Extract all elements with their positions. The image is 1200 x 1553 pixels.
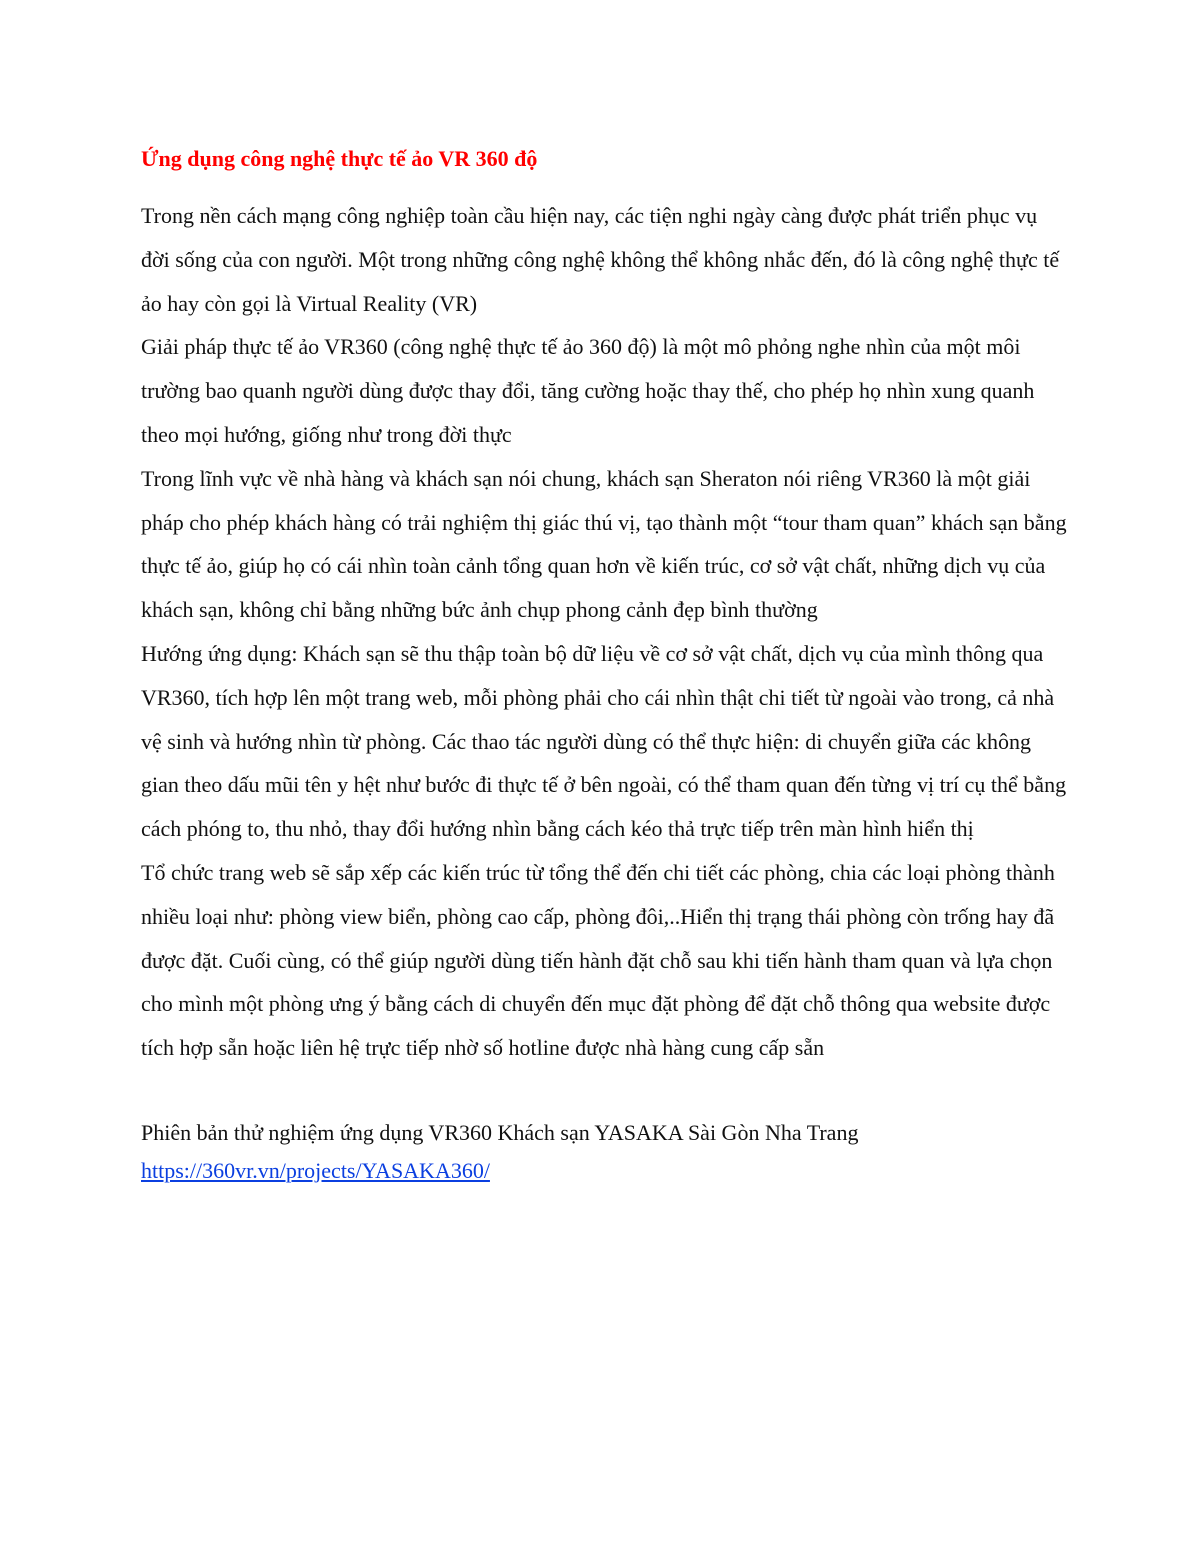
demo-link[interactable]: https://360vr.vn/projects/YASAKA360/ (141, 1157, 490, 1183)
paragraph-application-direction: Hướng ứng dụng: Khách sạn sẽ thu thập toàn bộ dữ liệu về cơ sở vật chất, dịch vụ của mình thông qua VR360, tích hợp lên một trang web, mỗi phòng phải cho cái nhìn thật chi tiết từ ngoài vào trong, cả nhà vệ sinh và hướng nhìn từ phòng. Các thao tác người dùng có thể thực hiện: di chuyển giữa các không gian theo dấu mũi tên y hệt như bước đi thực tế ở bên ngoài, có thể tham quan đến từng vị trí cụ thể bằng cách phóng to, thu nhỏ, thay đổi hướng nhìn bằng cách kéo thả trực tiếp trên màn hình hiển thị (141, 640, 1067, 842)
document-title: Ứng dụng công nghệ thực tế ảo VR 360 độ (141, 146, 538, 171)
paragraph-hotel-application: Trong lĩnh vực về nhà hàng và khách sạn nói chung, khách sạn Sheraton nói riêng VR360 là một giải pháp cho phép khách hàng có trải nghiệm thị giác thú vị, tạo thành một “tour tham quan” khách sạn bằng thực tế ảo, giúp họ có cái nhìn toàn cảnh tổng quan hơn về kiến trúc, cơ sở vật chất, những dịch vụ của khách sạn, không chỉ bằng những bức ảnh chụp phong cảnh đẹp bình thường (141, 465, 1067, 623)
blank-line (141, 1070, 1071, 1114)
demo-label: Phiên bản thử nghiệm ứng dụng VR360 Khách sạn YASAKA Sài Gòn Nha Trang (141, 1119, 859, 1145)
paragraph-intro: Trong nền cách mạng công nghiệp toàn cầu hiện nay, các tiện nghi ngày càng được phát triển phục vụ đời sống của con người. Một trong những công nghệ không thể không nhắc đến, đó là công nghệ thực tế ảo hay còn gọi là Virtual Reality (VR) (141, 203, 1060, 316)
paragraph-vr360-solution: Giải pháp thực tế ảo VR360 (công nghệ thực tế ảo 360 độ) là một mô phỏng nghe nhìn của một môi trường bao quanh người dùng được thay đổi, tăng cường hoặc thay thế, cho phép họ nhìn xung quanh theo mọi hướng, giống như trong đời thực (141, 334, 1035, 447)
paragraph-website-organization: Tổ chức trang web sẽ sắp xếp các kiến trúc từ tổng thể đến chi tiết các phòng, chia các loại phòng thành nhiều loại như: phòng view biển, phòng cao cấp, phòng đôi,..Hiển thị trạng thái phòng còn trống hay đã được đặt. Cuối cùng, có thể giúp người dùng tiến hành đặt chỗ sau khi tiến hành tham quan và lựa chọn cho mình một phòng ưng ý bằng cách di chuyển đến mục đặt phòng để đặt chỗ thông qua website được tích hợp sẵn hoặc liên hệ trực tiếp nhờ số hotline được nhà hàng cung cấp sẵn (141, 859, 1055, 1061)
document-page (141, 140, 1071, 1190)
